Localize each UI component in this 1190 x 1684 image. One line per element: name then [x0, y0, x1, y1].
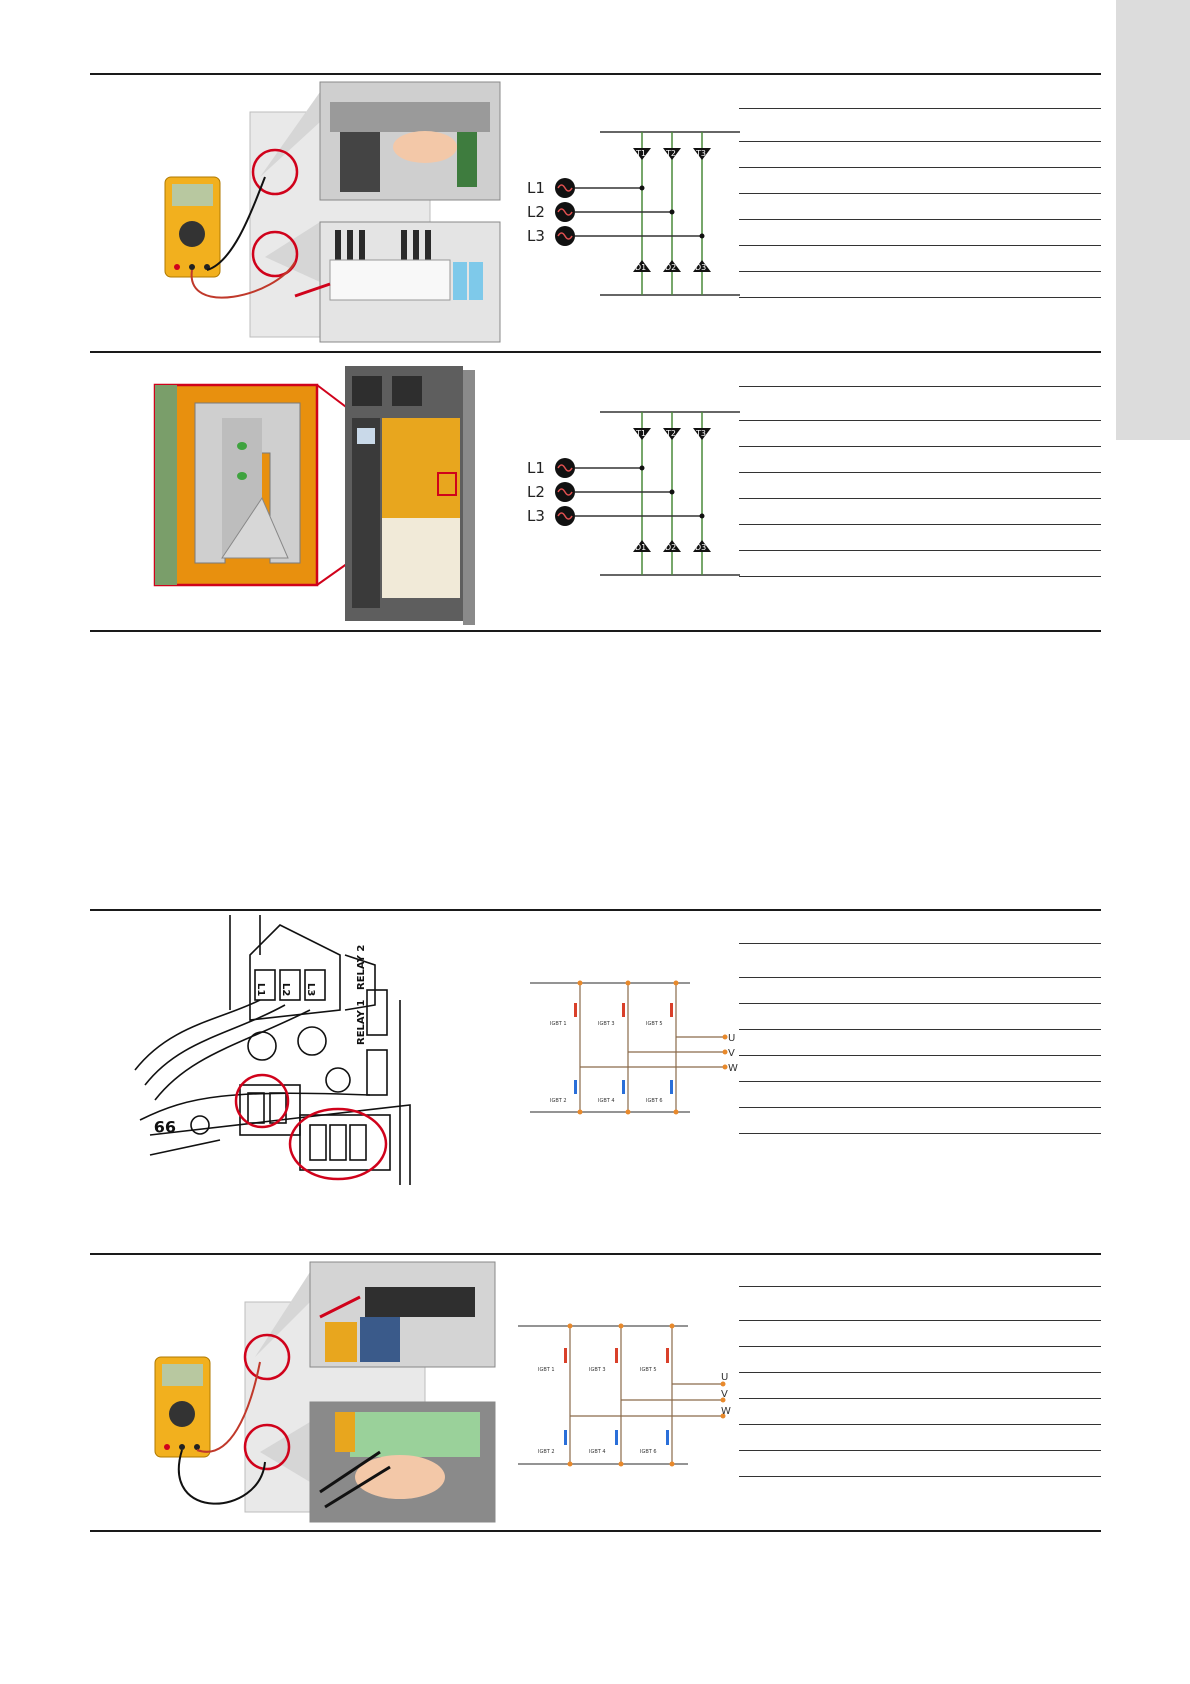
table-rule-mid-2	[90, 1253, 1101, 1255]
thyristor-label-3: T3	[696, 429, 706, 438]
inverter-igbt-diagram-2	[518, 1318, 733, 1468]
blank-line	[739, 1398, 1101, 1399]
multimeter-inverter-illustration	[150, 1262, 500, 1527]
output-label-v: V	[728, 1048, 735, 1059]
diode-label-2: D2	[665, 263, 677, 272]
blank-line	[739, 1055, 1101, 1056]
terminal-block-illustration	[130, 915, 430, 1190]
table-rule-bottom-1	[90, 630, 1101, 632]
igbt-label-2: IGBT 2	[550, 1098, 567, 1104]
igbt-label-5: IGBT 5	[640, 1367, 657, 1373]
blank-line	[739, 498, 1101, 499]
blank-line	[739, 1003, 1101, 1004]
terminal-label-l3: L3	[305, 983, 316, 997]
phase-label-l1: L1	[527, 179, 545, 197]
phase-label-l1: L1	[527, 459, 545, 477]
blank-line	[739, 1476, 1101, 1477]
phase-label-l2: L2	[527, 483, 545, 501]
blank-line	[739, 1029, 1101, 1030]
output-label-v: V	[721, 1389, 728, 1400]
igbt-label-5: IGBT 5	[646, 1021, 663, 1027]
table-rule-top-2	[90, 909, 1101, 911]
blank-line	[739, 297, 1101, 298]
blank-line	[739, 524, 1101, 525]
diode-label-1: D1	[635, 263, 647, 272]
terminal-label-l1: L1	[255, 983, 266, 997]
table-rule-mid-1	[90, 351, 1101, 353]
rectifier-circuit-diagram-2	[525, 390, 740, 600]
blank-line	[739, 219, 1101, 220]
igbt-label-1: IGBT 1	[538, 1367, 555, 1373]
blank-line	[739, 108, 1101, 109]
blank-line	[739, 1081, 1101, 1082]
diode-label-3: D3	[695, 543, 707, 552]
inverter-igbt-diagram	[530, 975, 738, 1115]
igbt-label-3: IGBT 3	[589, 1367, 606, 1373]
section-side-tab	[1116, 0, 1190, 440]
diode-label-2: D2	[665, 543, 677, 552]
igbt-label-6: IGBT 6	[640, 1449, 657, 1455]
blank-line	[739, 1320, 1101, 1321]
blank-line	[739, 446, 1101, 447]
diode-label-1: D1	[635, 543, 647, 552]
igbt-label-3: IGBT 3	[598, 1021, 615, 1027]
blank-line	[739, 977, 1101, 978]
output-label-w: W	[728, 1063, 738, 1074]
terminal-label-l2: L2	[280, 983, 291, 997]
igbt-label-4: IGBT 4	[589, 1449, 606, 1455]
diode-label-3: D3	[695, 263, 707, 272]
blank-line	[739, 1286, 1101, 1287]
phase-label-l3: L3	[527, 227, 545, 245]
blank-line	[739, 576, 1101, 577]
blank-line	[739, 193, 1101, 194]
blank-line	[739, 420, 1101, 421]
blank-line	[739, 245, 1101, 246]
ground-terminal-label: 99	[153, 1117, 176, 1136]
blank-line	[739, 550, 1101, 551]
blank-line	[739, 943, 1101, 944]
phase-label-l3: L3	[527, 507, 545, 525]
blank-line	[739, 1107, 1101, 1108]
blank-line	[739, 1424, 1101, 1425]
cabinet-detail-illustration	[150, 358, 505, 626]
igbt-label-1: IGBT 1	[550, 1021, 567, 1027]
igbt-label-4: IGBT 4	[598, 1098, 615, 1104]
thyristor-label-2: T2	[666, 149, 676, 158]
thyristor-label-3: T3	[696, 149, 706, 158]
igbt-label-6: IGBT 6	[646, 1098, 663, 1104]
blank-line	[739, 1450, 1101, 1451]
thyristor-label-1: T1	[636, 429, 646, 438]
igbt-label-2: IGBT 2	[538, 1449, 555, 1455]
relay-label-1: RELAY 1	[356, 999, 367, 1045]
blank-line	[739, 1372, 1101, 1373]
rectifier-circuit-diagram	[525, 110, 740, 320]
blank-line	[739, 472, 1101, 473]
output-label-u: U	[721, 1372, 729, 1383]
thyristor-label-1: T1	[636, 149, 646, 158]
table-rule-bottom-2	[90, 1530, 1101, 1532]
phase-label-l2: L2	[527, 203, 545, 221]
blank-line	[739, 386, 1101, 387]
blank-line	[739, 1346, 1101, 1347]
blank-line	[739, 167, 1101, 168]
table-rule-top-1	[90, 73, 1101, 75]
blank-line	[739, 141, 1101, 142]
blank-line	[739, 1133, 1101, 1134]
thyristor-label-2: T2	[666, 429, 676, 438]
output-label-u: U	[728, 1033, 736, 1044]
blank-line	[739, 271, 1101, 272]
relay-label-2: RELAY 2	[356, 944, 367, 990]
output-label-w: W	[721, 1406, 731, 1417]
multimeter-rectifier-illustration	[155, 82, 505, 347]
